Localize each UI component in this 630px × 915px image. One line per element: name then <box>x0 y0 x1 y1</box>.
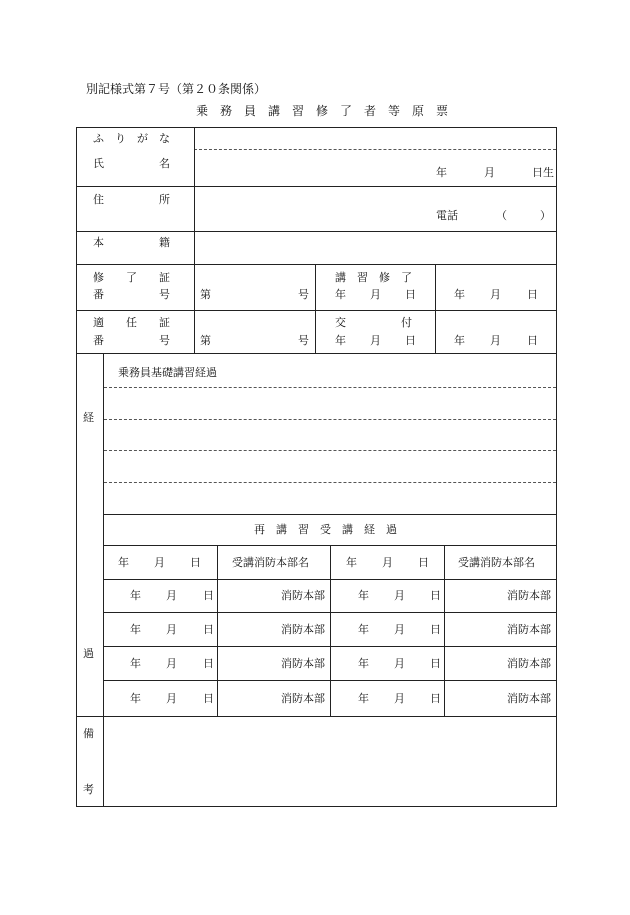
row-year-right: 年 <box>358 657 369 670</box>
col-header-station-2: 受講消防本部名 <box>458 556 535 569</box>
completion-extra-year: 年 <box>454 288 465 301</box>
furigana-label: ふ り が な <box>93 132 170 145</box>
col-header-day-1: 日 <box>190 556 201 569</box>
completion-number-suffix: 号 <box>298 288 309 301</box>
address-field[interactable] <box>196 189 554 209</box>
row-day-left: 日 <box>203 692 214 705</box>
row-station-left: 消防本部 <box>281 657 325 670</box>
row-month-left: 月 <box>166 623 177 636</box>
history-side-label-top: 経 <box>83 411 94 424</box>
form-title: 乗 務 員 講 習 修 了 者 等 原 票 <box>196 104 449 118</box>
appointment-cert-label-2: 番 号 <box>93 334 170 347</box>
completion-number-prefix: 第 <box>200 288 211 301</box>
issue-extra-year: 年 <box>454 334 465 347</box>
col-header-month-1: 月 <box>154 556 165 569</box>
completion-date-month: 月 <box>370 288 381 301</box>
row-day-right: 日 <box>430 589 441 602</box>
furigana-field[interactable] <box>196 129 554 147</box>
appointment-number-prefix: 第 <box>200 334 211 347</box>
completion-extra-month: 月 <box>490 288 501 301</box>
row-month-right: 月 <box>394 623 405 636</box>
name-label: 氏 名 <box>93 157 170 170</box>
row-year-left: 年 <box>130 657 141 670</box>
col-header-year-2: 年 <box>346 556 357 569</box>
birth-year-label: 年 <box>436 166 447 179</box>
phone-label: 電話 <box>436 209 458 222</box>
row-year-right: 年 <box>358 692 369 705</box>
col-header-month-2: 月 <box>382 556 393 569</box>
completion-number-field[interactable] <box>214 284 294 302</box>
row-station-right: 消防本部 <box>507 657 551 670</box>
row-day-left: 日 <box>203 623 214 636</box>
completion-date-day: 日 <box>405 288 416 301</box>
basic-course-field[interactable] <box>106 390 554 510</box>
completion-cert-label-2: 番 号 <box>93 288 170 301</box>
col-header-year-1: 年 <box>118 556 129 569</box>
retraining-title: 再 講 習 受 講 経 過 <box>254 523 397 536</box>
completion-date-label: 講 習 修 了 <box>335 271 412 284</box>
birth-day-label: 日生 <box>532 166 554 179</box>
domicile-label: 本 籍 <box>93 236 170 249</box>
row-month-right: 月 <box>394 692 405 705</box>
appointment-number-suffix: 号 <box>298 334 309 347</box>
row-station-left: 消防本部 <box>281 589 325 602</box>
domicile-field[interactable] <box>196 234 554 262</box>
row-year-right: 年 <box>358 623 369 636</box>
completion-cert-label-1: 修 了 証 <box>93 271 170 284</box>
row-day-right: 日 <box>430 623 441 636</box>
issue-extra-day: 日 <box>527 334 538 347</box>
remarks-label-top: 備 <box>83 727 94 740</box>
row-day-right: 日 <box>430 657 441 670</box>
row-day-left: 日 <box>203 657 214 670</box>
row-month-right: 月 <box>394 589 405 602</box>
row-station-right: 消防本部 <box>507 692 551 705</box>
birth-month-label: 月 <box>484 166 495 179</box>
row-station-left: 消防本部 <box>281 692 325 705</box>
form-reference: 別記様式第７号（第２０条関係） <box>86 82 267 96</box>
row-day-left: 日 <box>203 589 214 602</box>
history-side-label-bottom: 過 <box>83 647 94 660</box>
row-station-left: 消防本部 <box>281 623 325 636</box>
row-day-right: 日 <box>430 692 441 705</box>
row-month-right: 月 <box>394 657 405 670</box>
row-month-left: 月 <box>166 657 177 670</box>
appointment-cert-label-1: 適 任 証 <box>93 316 170 329</box>
col-header-day-2: 日 <box>418 556 429 569</box>
phone-field[interactable]: （ ） <box>496 209 551 222</box>
row-year-left: 年 <box>130 589 141 602</box>
name-field[interactable] <box>196 152 426 184</box>
row-month-left: 月 <box>166 692 177 705</box>
row-year-left: 年 <box>130 692 141 705</box>
issue-extra-month: 月 <box>490 334 501 347</box>
issue-date-year: 年 <box>335 334 346 347</box>
remarks-label-bottom: 考 <box>83 783 94 796</box>
col-header-station-1: 受講消防本部名 <box>232 556 309 569</box>
issue-date-month: 月 <box>370 334 381 347</box>
issue-date-day: 日 <box>405 334 416 347</box>
row-station-right: 消防本部 <box>507 589 551 602</box>
appointment-number-field[interactable] <box>214 330 294 348</box>
completion-date-year: 年 <box>335 288 346 301</box>
issue-date-label: 交 付 <box>335 316 412 329</box>
address-label: 住 所 <box>93 193 170 206</box>
row-year-right: 年 <box>358 589 369 602</box>
row-station-right: 消防本部 <box>507 623 551 636</box>
completion-extra-day: 日 <box>527 288 538 301</box>
row-month-left: 月 <box>166 589 177 602</box>
remarks-field[interactable] <box>106 719 554 803</box>
row-year-left: 年 <box>130 623 141 636</box>
basic-course-label: 乗務員基礎講習経過 <box>118 366 217 379</box>
